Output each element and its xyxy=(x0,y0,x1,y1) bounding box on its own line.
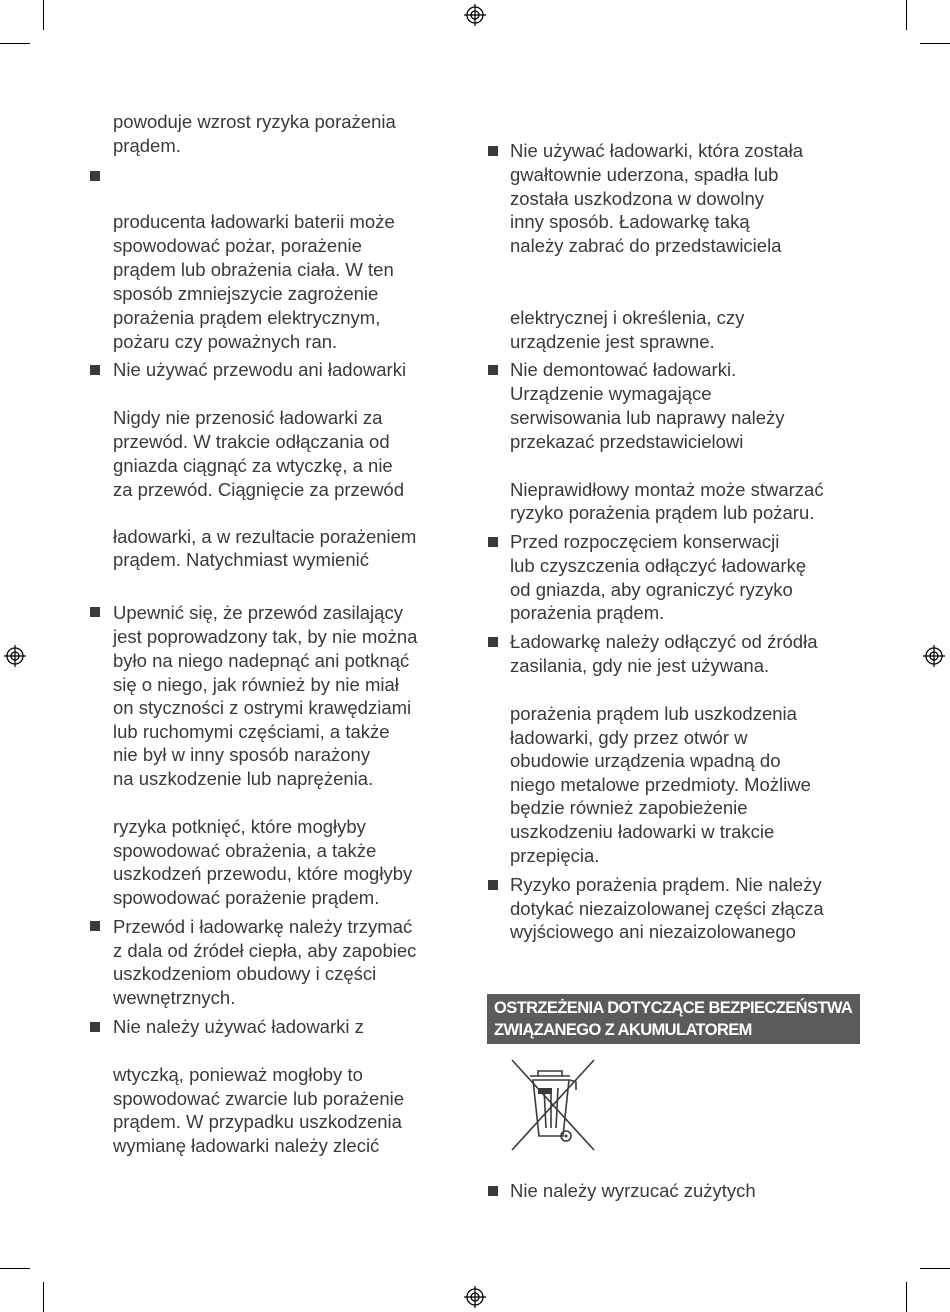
text-line: ładowarki, gdy przez otwór w xyxy=(510,727,748,748)
text-line: prądem. W przypadku uszkodzenia xyxy=(113,1111,402,1132)
text-line: spowodować pożar, porażenie xyxy=(113,235,362,256)
crop-mark xyxy=(43,1282,44,1312)
crop-mark xyxy=(906,1282,907,1312)
text-line: będzie również zapobieżenie xyxy=(510,797,748,818)
text-line: spowodować zwarcie lub porażenie xyxy=(113,1088,405,1109)
text-line: Urządzenie wymagające xyxy=(510,383,712,404)
text-line: Nie używać przewodu ani ładowarki xyxy=(113,359,407,380)
section-header-line: OSTRZEŻENIA DOTYCZĄCE BEZPIECZEŃSTWA xyxy=(494,999,853,1017)
crop-mark xyxy=(0,1268,30,1269)
section-header-line: ZWIĄZANEGO Z AKUMULATOREM xyxy=(494,1021,752,1039)
left-column xyxy=(0,0,475,1200)
text-line: przepięcia. xyxy=(510,845,600,866)
text-line: jest poprowadzony tak, by nie można xyxy=(113,626,418,647)
registration-mark-icon xyxy=(464,1286,486,1308)
text-line: prądem lub obrażenia ciała. W ten xyxy=(113,259,394,280)
text-line: spowodować porażenie prądem. xyxy=(113,887,380,908)
text-line: z dala od źródeł ciepła, aby zapobiec xyxy=(113,940,417,961)
text-line: wyjściowego ani niezaizolowanego xyxy=(510,921,796,942)
text-line: serwisowania lub naprawy należy xyxy=(510,407,785,428)
bullet-icon xyxy=(90,921,100,931)
text-line: uszkodzeniom obudowy i części xyxy=(113,963,377,984)
text-line: porażenia prądem elektrycznym, xyxy=(113,307,381,328)
bullet-icon xyxy=(90,1022,100,1032)
text-line: przekazać przedstawicielowi xyxy=(510,431,744,452)
text-line: od gniazda, aby ograniczyć ryzyko xyxy=(510,579,793,600)
text-line: gwałtownie uderzona, spadła lub xyxy=(510,164,779,185)
text-line: Nie należy używać ładowarki z xyxy=(113,1016,364,1037)
section-header xyxy=(487,994,860,1044)
text-line: uszkodzeniu ładowarki w trakcie xyxy=(510,821,775,842)
bullet-icon xyxy=(90,607,100,617)
text-line: Nie używać ładowarki, która została xyxy=(510,140,804,161)
text-line: wewnętrznych. xyxy=(113,987,236,1008)
bullet-icon xyxy=(488,146,498,156)
text-line: prądem. xyxy=(113,135,181,156)
text-line: pożaru czy poważnych ran. xyxy=(113,331,338,352)
text-line: porażenia prądem. xyxy=(510,602,665,623)
text-line: inny sposób. Ładowarkę taką xyxy=(510,211,750,232)
bullet-icon xyxy=(488,637,498,647)
text-line: Nie demontować ładowarki. xyxy=(510,359,737,380)
text-line: lub czyszczenia odłączyć ładowarkę xyxy=(510,555,807,576)
text-line: Ryzyko porażenia prądem. Nie należy xyxy=(510,874,822,895)
text-line: było na niego nadepnąć ani potknąć xyxy=(113,650,410,671)
text-line: lub ruchomymi częściami, a także xyxy=(113,721,390,742)
bullet-icon xyxy=(488,365,498,375)
text-line: za przewód. Ciągnięcie za przewód xyxy=(113,479,405,500)
text-line: dotykać niezaizolowanej części złącza xyxy=(510,898,824,919)
text-line: Przed rozpoczęciem konserwacji xyxy=(510,531,780,552)
text-line: ryzyka potknięć, które mogłyby xyxy=(113,816,366,837)
text-line: spowodować obrażenia, a także xyxy=(113,840,377,861)
bullet-icon xyxy=(488,880,498,890)
text-line: elektrycznej i określenia, czy xyxy=(510,307,745,328)
text-line: uszkodzeń przewodu, które mogłyby xyxy=(113,863,413,884)
text-line: została uszkodzona w dowolny xyxy=(510,188,765,209)
text-line: ładowarki, a w rezultacie porażeniem xyxy=(113,526,417,547)
text-line: Przewód i ładowarkę należy trzymać xyxy=(113,916,413,937)
text-line: on styczności z ostrymi krawędziami xyxy=(113,697,412,718)
text-line: Ładowarkę należy odłączyć od źródła xyxy=(510,631,818,652)
text-line: gniazda ciągnąć za wtyczkę, a nie xyxy=(113,455,393,476)
text-line: Nie należy wyrzucać zużytych xyxy=(510,1180,756,1201)
text-line: należy zabrać do przedstawiciela xyxy=(510,235,782,256)
text-line: przewód. W trakcie odłączania od xyxy=(113,431,390,452)
text-line: prądem. Natychmiast wymienić xyxy=(113,549,369,570)
text-line: Upewnić się, że przewód zasilający xyxy=(113,602,403,623)
text-line: niego metalowe przedmioty. Możliwe xyxy=(510,774,811,795)
bullet-icon xyxy=(90,365,100,375)
crossed-out-wheelie-bin-icon xyxy=(508,1058,598,1153)
text-line: powoduje wzrost ryzyka porażenia xyxy=(113,111,396,132)
text-line: Nigdy nie przenosić ładowarki za xyxy=(113,407,383,428)
text-line: porażenia prądem lub uszkodzenia xyxy=(510,703,797,724)
text-line: urządzenie jest sprawne. xyxy=(510,331,715,352)
crop-mark xyxy=(920,1268,950,1269)
text-line: zasilania, gdy nie jest używana. xyxy=(510,655,770,676)
text-line: ryzyko porażenia prądem lub pożaru. xyxy=(510,502,815,523)
text-line: na uszkodzenie lub naprężenia. xyxy=(113,768,374,789)
bullet-icon xyxy=(90,171,100,181)
text-line: nie był w inny sposób narażony xyxy=(113,744,371,765)
text-line: Nieprawidłowy montaż może stwarzać xyxy=(510,479,824,500)
text-line: sposób zmniejszycie zagrożenie xyxy=(113,283,379,304)
text-line: się o niego, jak również by nie miał xyxy=(113,674,399,695)
text-line: producenta ładowarki baterii może xyxy=(113,211,395,232)
text-line: wtyczką, ponieważ mogłoby to xyxy=(113,1064,363,1085)
bullet-icon xyxy=(488,1186,498,1196)
bullet-icon xyxy=(488,537,498,547)
text-line: obudowie urządzenia wpadną do xyxy=(510,750,781,771)
text-line: wymianę ładowarki należy zlecić xyxy=(113,1135,380,1156)
